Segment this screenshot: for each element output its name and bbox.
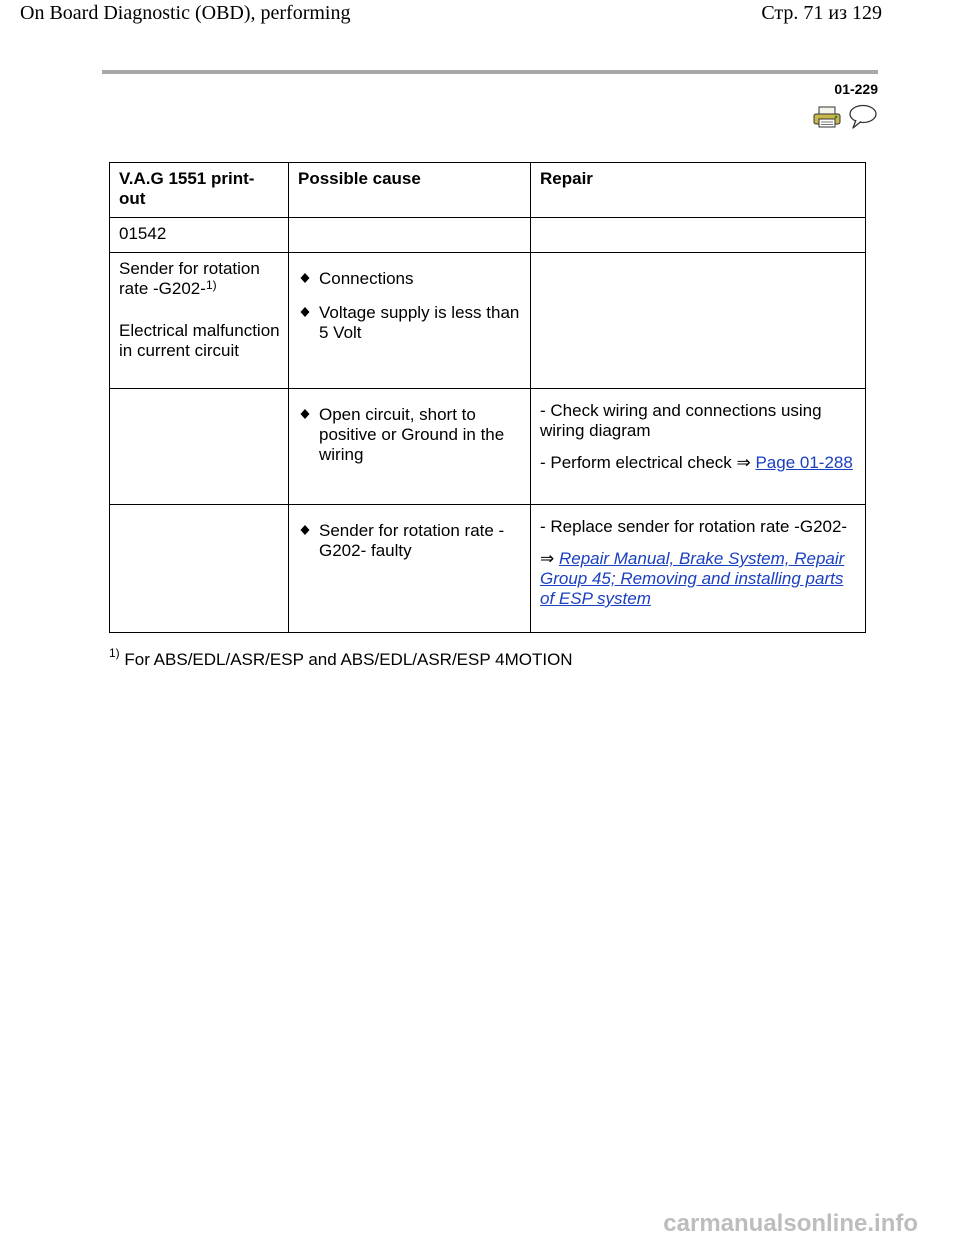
repair-step: ⇒ Repair Manual, Brake System, Repair Group 45; Removing and installing parts of ESP system (540, 549, 845, 608)
table-row (110, 389, 866, 505)
header-repair: Repair (531, 163, 866, 218)
list-item: Voltage supply is less than 5 Volt (298, 303, 522, 343)
diamond-bullet-icon (300, 409, 310, 419)
fault-type: Electrical malfunction in current circuit (119, 321, 280, 360)
watermark: carmanualsonline.info (663, 1210, 918, 1237)
footnote-marker: 1) (109, 646, 120, 660)
fault-description (110, 253, 289, 389)
fault-name: Sender for rotation rate -G202-$^{1)}$ (119, 259, 260, 298)
repair-step: - Replace sender for rotation rate -G202- (540, 517, 848, 536)
cause-cell (289, 505, 531, 633)
table-header-row (110, 163, 866, 218)
document-number: 01-229 (834, 81, 878, 97)
list-item: Open circuit, short to positive or Ground in the wiring (298, 405, 522, 465)
footnote: $^{1)}$ For ABS/EDL/ASR/ESP and ABS/EDL/ASR/ESP 4MOTION (109, 646, 573, 669)
header-printout: V.A.G 1551 print-out (110, 163, 289, 218)
table-row (110, 505, 866, 633)
list-item: Sender for rotation rate -G202- faulty (298, 521, 522, 561)
repair-cell (531, 389, 866, 505)
repair-manual-link[interactable]: Repair Manual, Brake System, Repair Group 45; Removing and installing parts of ESP system (540, 549, 845, 608)
empty-cell (531, 218, 866, 253)
page-link[interactable]: Page 01-288 (755, 453, 853, 472)
repair-cell (531, 505, 866, 633)
table-row (110, 218, 866, 253)
empty-cell (110, 505, 289, 633)
header-rule (102, 70, 878, 74)
document-title: On Board Diagnostic (OBD), performing (20, 2, 351, 24)
cause-cell (289, 253, 531, 389)
printer-icon[interactable] (813, 106, 841, 128)
list-item: Connections (298, 269, 522, 289)
empty-cell (531, 253, 866, 389)
header-possible-cause: Possible cause (289, 163, 531, 218)
speech-bubble-icon[interactable] (846, 103, 878, 131)
cause-cell (289, 389, 531, 505)
empty-cell (110, 389, 289, 505)
page-indicator: Стр. 71 из 129 (761, 2, 882, 24)
diamond-bullet-icon (300, 273, 310, 283)
repair-step: - Perform electrical check ⇒ Page 01-288 (540, 453, 853, 472)
fault-code: 01542 (110, 218, 289, 253)
table-row (110, 253, 866, 389)
diagnosis-table (109, 162, 866, 633)
diamond-bullet-icon (300, 307, 310, 317)
footnote-marker: 1) (205, 278, 217, 292)
empty-cell (289, 218, 531, 253)
repair-step: - Check wiring and connections using wiring diagram (540, 401, 822, 440)
diamond-bullet-icon (300, 525, 310, 535)
